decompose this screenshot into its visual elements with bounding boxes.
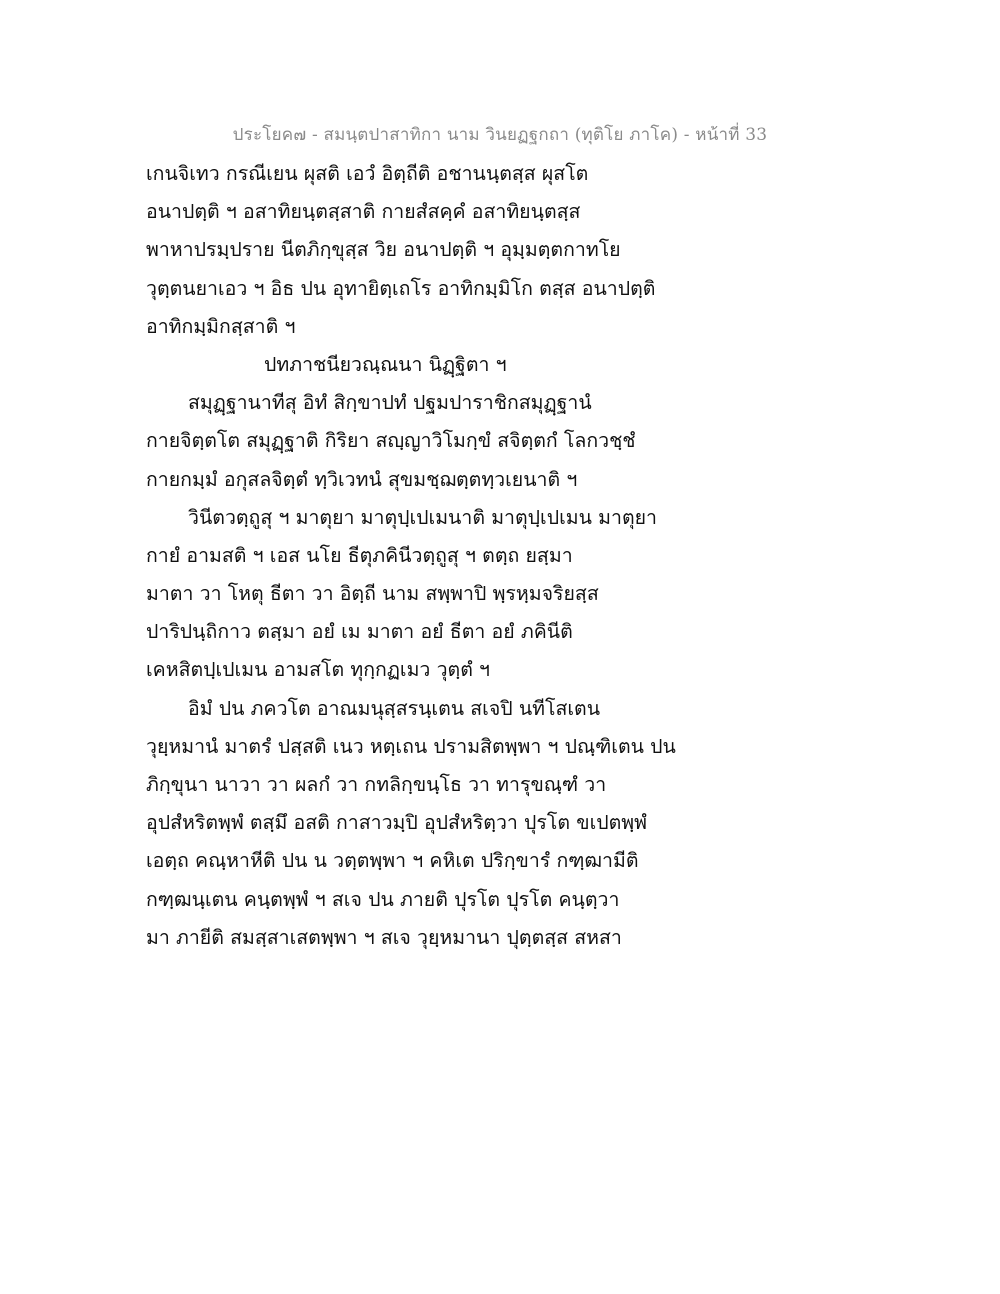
section-subheading: ปทภาชนียวณฺณนา นิฏฺฐิตา ฯ — [264, 352, 507, 376]
text-line: ภิกฺขุนา นาวา วา ผลกํ วา กทลิกฺขนฺโธ วา ทารุขณฺฑํ วา — [146, 773, 607, 796]
text-line: มา ภายีติ สมสฺสาเสตพฺพา ฯ สเจ วุยฺหมานา ปุตฺตสฺส สหสา — [146, 925, 622, 949]
paragraph-first-line: สมุฏฺฐานาทีสุ อิทํ สิกฺขาปทํ ปฐมปาราชิกสมุฏฺฐานํ — [188, 391, 592, 415]
text-line: อนาปตฺติ ฯ อสาทิยนฺตสฺสาติ กายสํสคฺคํ อสาทิยนฺตสฺส — [146, 200, 581, 224]
body-text — [146, 155, 706, 957]
running-header: ประโยค๗ - สมนฺตปาสาทิกา นาม วินยฏฐกถา (ทุติโย ภาโค) - หน้าที่ 33 — [232, 125, 768, 145]
text-line: กายกมฺมํ อกุสลจิตฺตํ ทฺวิเวทนํ สุขมชฺฌตฺตทฺวเยนาติ ฯ — [146, 467, 578, 491]
text-line: วุตฺตนยาเอว ฯ อิธ ปน อุทายิตฺเถโร อาทิกมฺมิโก ตสฺส อนาปตฺติ — [146, 276, 656, 300]
text-line: เอตฺถ คณฺหาหีติ ปน น วตฺตพฺพา ฯ คหิเต ปริกฺขารํ กฑฺฒามีติ — [146, 849, 639, 873]
text-line: มาตา วา โหตุ ธีตา วา อิตฺถี นาม สพฺพาปิ พฺรหฺมจริยสฺส — [146, 582, 599, 606]
text-line: เกนจิเทว กรณีเยน ผุสติ เอวํ อิตฺถีติ อชานนฺตสฺส ผุสโต — [146, 162, 589, 185]
text-line: วุยฺหมานํ มาตรํ ปสฺสติ เนว หตฺเถน ปรามสิตพฺพา ฯ ปณฺฑิเตน ปน — [146, 734, 676, 758]
paragraph-first-line: อิมํ ปน ภควโต อาณมนุสฺสรนฺเตน สเจปิ นทีโสเตน — [188, 696, 601, 720]
text-line: เคหสิตปฺเปเมน อามสโต ทุกฺกฏเมว วุตฺตํ ฯ — [146, 658, 491, 682]
text-line: อาทิกมฺมิกสฺสาติ ฯ — [146, 314, 296, 338]
text-line: กฑฺฒนฺเตน คนฺตพฺพํ ฯ สเจ ปน ภายติ ปุรโต ปุรโต คนฺตฺวา — [146, 887, 620, 911]
paragraph-first-line: วินีตวตฺถูสุ ฯ มาตุยา มาตุปฺเปเมนาติ มาตุปฺเปเมน มาตุยา — [188, 505, 657, 529]
text-line: กายํ อามสติ ฯ เอส นโย ธีตุภคินีวตฺถูสุ ฯ ตตฺถ ยสฺมา — [146, 543, 573, 567]
text-line: ปาริปนฺถิกาว ตสฺมา อยํ เม มาตา อยํ ธีตา อยํ ภคินีติ — [146, 620, 573, 644]
text-line: กายจิตฺตโต สมุฏฺฐาติ กิริยา สญฺญาวิโมกฺขํ สจิตฺตกํ โลกวชฺชํ — [146, 429, 636, 453]
text-line: พาหาปรมฺปราย นีตภิกฺขุสฺส วิย อนาปตฺติ ฯ อุมฺมตฺตกาทโย — [146, 238, 621, 262]
text-line: อุปสํหริตพฺพํ ตสฺมึ อสติ กาสาวมฺปิ อุปสํหริตฺวา ปุรโต ขเปตพฺพํ — [146, 811, 647, 835]
